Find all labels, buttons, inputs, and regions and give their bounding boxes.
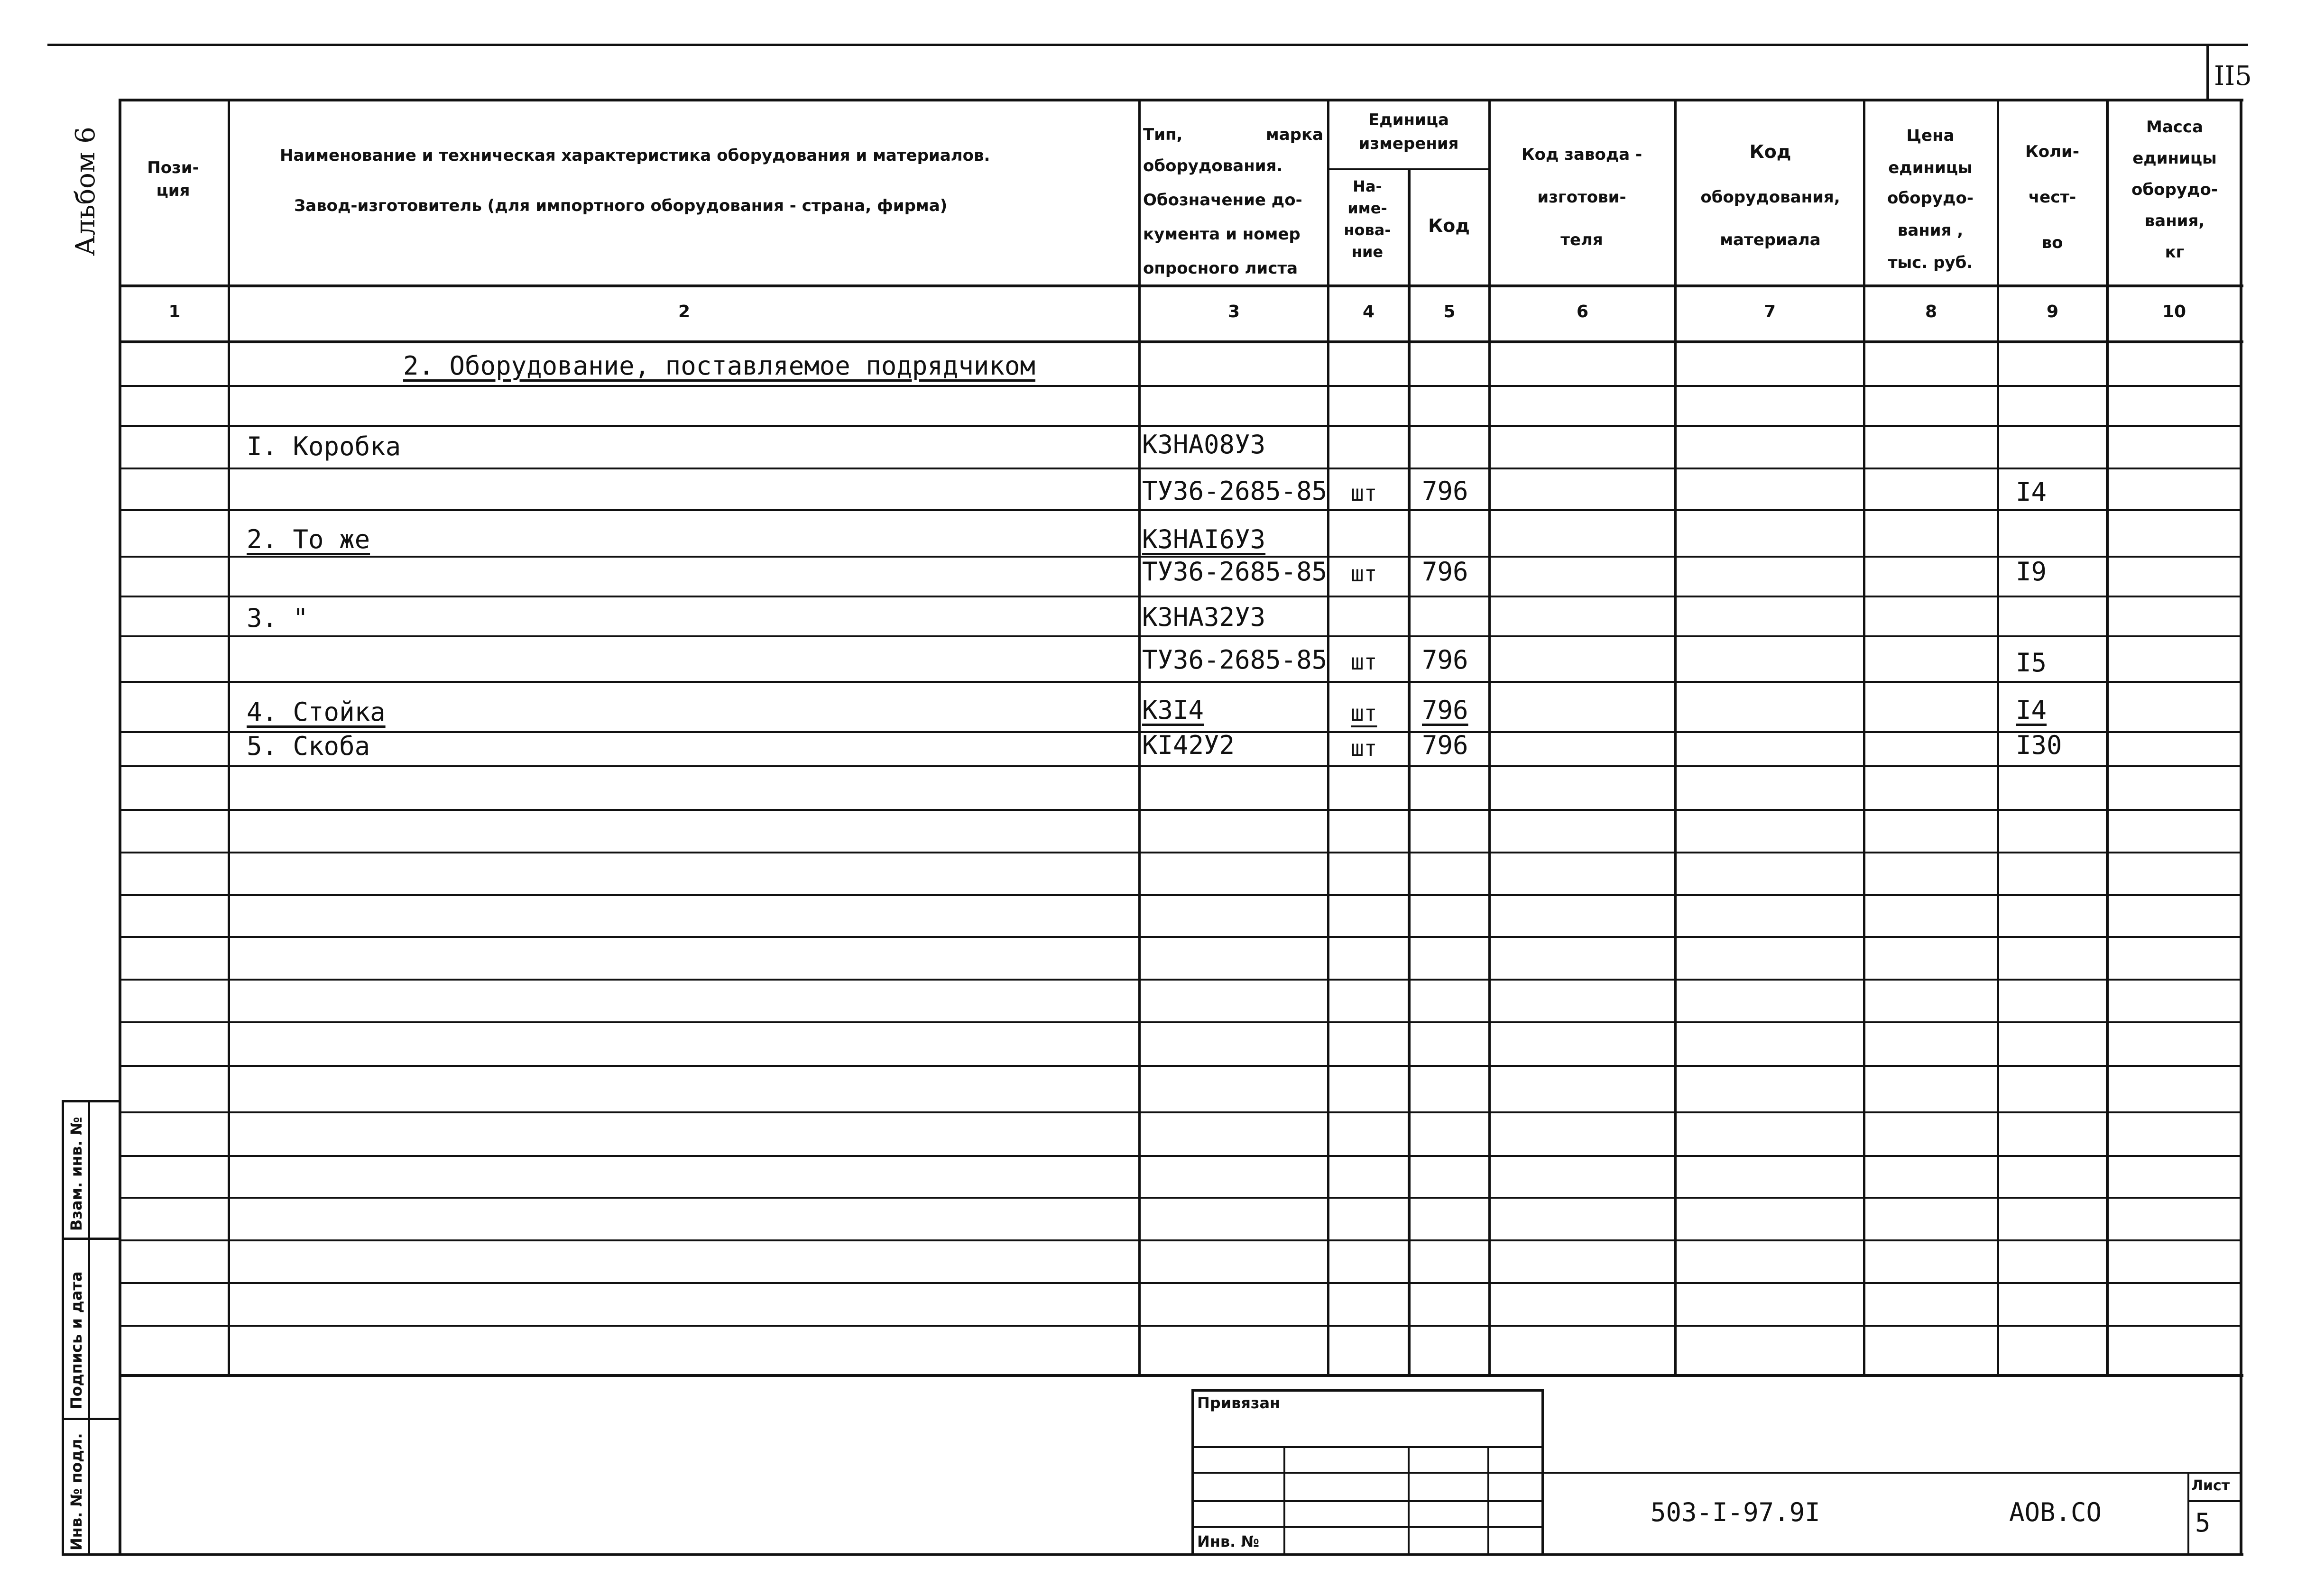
numbers-bottom-border <box>119 340 2243 343</box>
row-1-name: I. Коробка <box>247 431 401 461</box>
row-7-qty: I4 <box>2016 695 2047 725</box>
header-unit-code: Код <box>1428 215 1470 236</box>
row-7-type: К3I4 <box>1142 695 1204 725</box>
unit-group-divider <box>1327 168 1488 170</box>
sheet-label: Лист <box>2191 1477 2230 1494</box>
col-line-4 <box>1408 168 1411 1376</box>
row-6-type: ТУ36-2685-85 <box>1142 645 1328 675</box>
stamp-inv-label: Инв. № <box>1197 1532 1259 1550</box>
row-4-unit: шт <box>1351 561 1377 587</box>
side-stamp-signature-date: Подпись и дата <box>67 1271 85 1409</box>
corner-sheet-code: II5 <box>2214 61 2252 92</box>
header-bottom-border <box>119 284 2243 287</box>
corner-box-left <box>2206 44 2209 101</box>
column-number: 10 <box>2162 302 2186 321</box>
column-number: 1 <box>168 302 181 321</box>
side-stamp-left <box>62 1100 64 1555</box>
column-number: 7 <box>1763 302 1776 321</box>
row-2-type: ТУ36-2685-85 <box>1142 476 1328 506</box>
row-line <box>119 1325 2242 1327</box>
col-line-5 <box>1488 99 1491 1376</box>
table-bottom-border <box>119 1374 2243 1377</box>
frame-bottom-border <box>62 1553 2243 1556</box>
row-3-name: 2. То же <box>247 524 370 554</box>
col-line-9 <box>2106 99 2109 1376</box>
side-stamp-mid <box>88 1100 90 1555</box>
row-6-unit: шт <box>1351 649 1377 675</box>
column-number: 6 <box>1576 302 1589 321</box>
row-line <box>119 681 2242 683</box>
side-stamp-divider-1 <box>62 1238 120 1240</box>
row-8-name: 5. Скоба <box>247 731 370 761</box>
row-line <box>119 1155 2242 1157</box>
section-title: 2. Оборудование, поставляемое подрядчиком <box>403 351 1035 381</box>
column-number: 9 <box>2046 302 2059 321</box>
row-2-unit: шт <box>1351 480 1377 506</box>
row-line <box>119 425 2242 427</box>
col-line-2 <box>1138 99 1141 1376</box>
col-line-3 <box>1327 99 1329 1376</box>
side-stamp-divider-2 <box>62 1418 120 1420</box>
row-line <box>119 1111 2242 1113</box>
row-7-name: 4. Стойка <box>247 697 386 727</box>
row-line <box>119 1282 2242 1284</box>
header-unit-group: Единица измерения <box>1358 110 1459 153</box>
column-number: 2 <box>678 302 691 321</box>
side-stamp-inv-original: Инв. № подл. <box>67 1433 85 1550</box>
row-2-qty: I4 <box>2016 477 2047 507</box>
header-position: Пози- ция <box>147 158 199 200</box>
row-line <box>119 509 2242 511</box>
row-line <box>119 1197 2242 1199</box>
col-line-8 <box>1997 99 1999 1376</box>
row-line <box>119 979 2242 981</box>
row-7-unit: шт <box>1351 700 1377 726</box>
row-8-unit: шт <box>1351 735 1377 761</box>
row-8-type: КI42У2 <box>1142 730 1235 760</box>
row-line <box>119 936 2242 938</box>
side-stamp-replaced-inv: Взам. инв. № <box>67 1117 85 1231</box>
header-name-line2: Завод-изготовитель (для импортного оборудования - страна, фирма) <box>294 196 948 215</box>
col-line-1 <box>228 99 230 1376</box>
row-line <box>119 1021 2242 1023</box>
row-8-code: 796 <box>1422 730 1468 760</box>
row-line <box>119 852 2242 853</box>
row-5-type: К3НА32У3 <box>1142 602 1266 632</box>
row-6-code: 796 <box>1422 645 1468 675</box>
column-number: 3 <box>1227 302 1240 321</box>
column-number: 8 <box>1925 302 1937 321</box>
col-line-6 <box>1674 99 1677 1376</box>
row-line <box>119 894 2242 896</box>
row-4-code: 796 <box>1422 557 1468 587</box>
row-8-qty: I30 <box>2016 730 2062 760</box>
row-3-type: К3НАI6У3 <box>1142 524 1266 554</box>
row-line <box>119 596 2242 597</box>
row-line <box>119 468 2242 469</box>
column-number: 4 <box>1362 302 1375 321</box>
album-label: Альбом 6 <box>70 127 101 256</box>
column-number: 5 <box>1443 302 1456 321</box>
row-line <box>119 765 2242 767</box>
col-line-7 <box>1863 99 1865 1376</box>
side-stamp-top <box>62 1100 120 1102</box>
row-line <box>119 635 2242 637</box>
row-4-type: ТУ36-2685-85 <box>1142 557 1328 587</box>
row-4-qty: I9 <box>2016 557 2047 587</box>
row-line <box>119 1065 2242 1067</box>
row-1-type: К3НА08У3 <box>1142 430 1266 459</box>
header-unit-name: На- име- нова- ние <box>1344 177 1391 261</box>
row-line <box>119 385 2242 387</box>
stamp-attached-label: Привязан <box>1197 1394 1281 1412</box>
row-line <box>119 1239 2242 1241</box>
table-top-border <box>119 99 2243 101</box>
row-5-name: 3. " <box>247 603 309 633</box>
col-line-10 <box>2240 99 2242 1555</box>
row-line <box>119 809 2242 811</box>
header-name-line1: Наименование и техническая характеристика оборудования и материалов. <box>280 146 990 165</box>
top-frame-line <box>47 44 2248 46</box>
set-code: АОВ.СО <box>2009 1497 2102 1527</box>
row-6-qty: I5 <box>2016 648 2047 678</box>
row-7-code: 796 <box>1422 695 1468 725</box>
document-code: 503-I-97.9I <box>1651 1497 1820 1527</box>
row-2-code: 796 <box>1422 476 1468 506</box>
sheet-number: 5 <box>2195 1508 2211 1538</box>
